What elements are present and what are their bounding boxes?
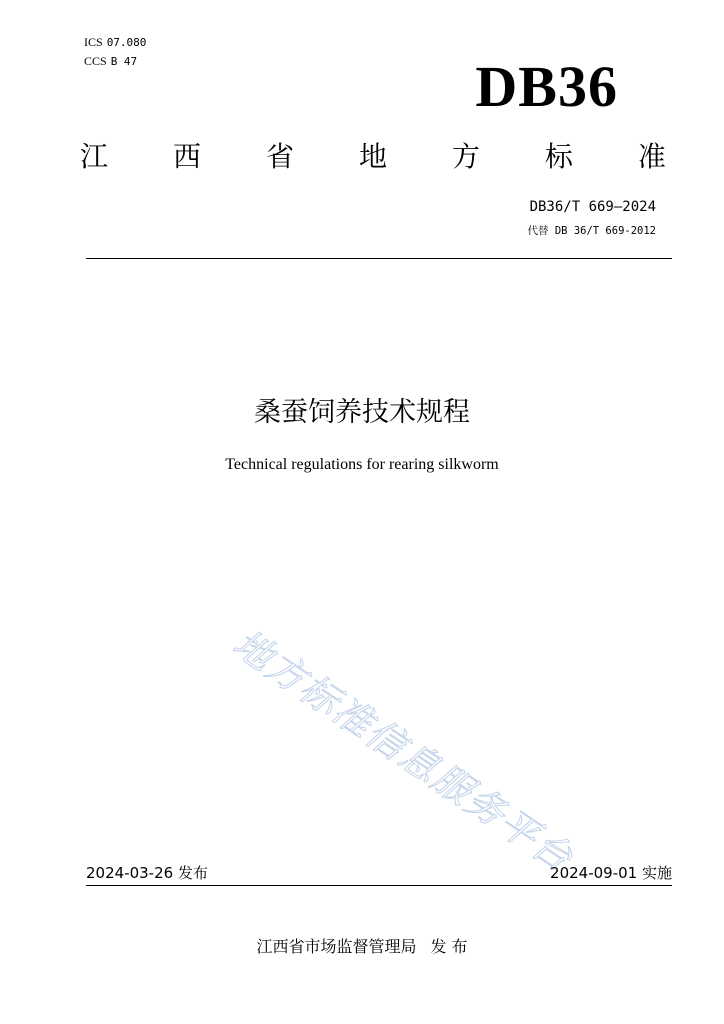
ccs-code: B 47 [110, 55, 138, 68]
ics-code: 07.080 [106, 36, 147, 49]
document-title-english: Technical regulations for rearing silkworm [225, 456, 499, 473]
replaces-standard: 代替 DB 36/T 669-2012 [527, 225, 656, 237]
implementation-date: 2024-09-01 实施 [550, 864, 672, 882]
standard-type-char: 准 [637, 140, 666, 173]
publisher-name: 江西省市场监督管理局 [256, 937, 417, 956]
issue-date: 2024-03-26 发布 [86, 864, 208, 882]
footer-divider [86, 885, 672, 886]
standard-type-heading [80, 140, 666, 174]
standard-number: DB36/T 669—2024 [529, 199, 656, 215]
document-title-chinese: 桑蚕饲养技术规程 [254, 397, 470, 428]
standard-type-char: 标 [544, 140, 573, 173]
header-divider [86, 258, 672, 259]
ccs-label: CCS [84, 54, 107, 68]
watermark: 地方标准信息服务平台 [225, 620, 582, 882]
ccs-classification [84, 54, 137, 69]
standard-type-char: 西 [172, 140, 201, 173]
standard-type-char: 地 [358, 140, 387, 173]
ics-label: ICS [84, 35, 103, 49]
standard-prefix-logo: DB36 [475, 54, 618, 119]
publisher-line [0, 934, 724, 957]
standard-type-char: 江 [80, 140, 109, 173]
publisher-action: 发 布 [430, 937, 468, 956]
standard-type-char: 省 [265, 140, 294, 173]
ics-classification [84, 35, 146, 50]
standard-type-char: 方 [451, 140, 480, 173]
